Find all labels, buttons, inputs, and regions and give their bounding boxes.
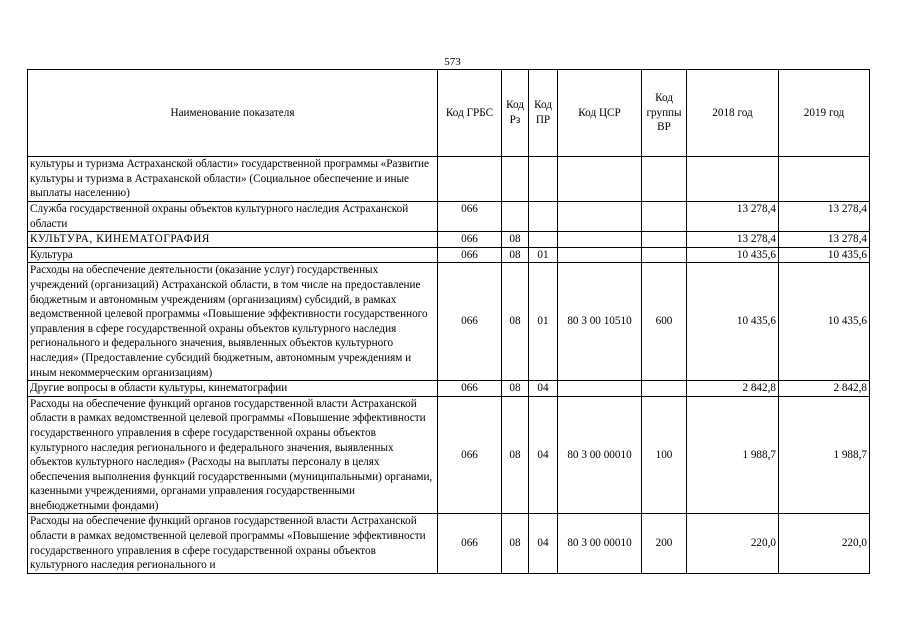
row-name: Служба государственной охраны объектов культурного наследия Астраханской области [28, 202, 438, 232]
row-name: Расходы на обеспечение деятельности (оказание услуг) государственных учреждений (организаций) Астраханской области, в том числе на предоставление бюджетным и автономным учреждениям (организациям) субсидий, в рамках ведомственной целевой программы «Повышение эффективности государственного управления в сфере государственной охраны объектов культурного наследия регионального и федерального значения, выявленных объектов культурного наследия» (Предоставление субсидий бюджетным, автономным учреждениям и иным некоммерческим организациям) [28, 263, 438, 381]
row-vr: 200 [642, 514, 687, 573]
header-rz: Код Рз [502, 70, 529, 157]
table-row [28, 202, 870, 232]
table-row [28, 396, 870, 514]
row-name: культуры и туризма Астраханской области» государственной программы «Развитие культуры и туризма в Астраханской области» (Социальное обеспечение и иные выплаты населению) [28, 157, 438, 202]
row-grbs [438, 157, 502, 202]
row-vr [642, 202, 687, 232]
row-name: Расходы на обеспечение функций органов государственной власти Астраханской области в рамках ведомственной целевой программы «Повышение эффективности государственного управления в сфере государственной охраны объектов культурного наследия регионального и [28, 514, 438, 573]
row-csr: 80 3 00 10510 [558, 263, 642, 381]
row-name: КУЛЬТУРА, КИНЕМАТОГРАФИЯ [28, 232, 438, 248]
row-2018: 13 278,4 [687, 232, 779, 248]
row-2019: 1 988,7 [779, 396, 870, 514]
table-header-row [28, 70, 870, 157]
row-csr: 80 3 00 00010 [558, 396, 642, 514]
row-2018: 13 278,4 [687, 202, 779, 232]
row-grbs: 066 [438, 381, 502, 397]
row-csr [558, 202, 642, 232]
header-2018: 2018 год [687, 70, 779, 157]
row-2019: 2 842,8 [779, 381, 870, 397]
row-2018: 220,0 [687, 514, 779, 573]
header-pr: Код ПР [529, 70, 558, 157]
row-csr: 80 3 00 00010 [558, 514, 642, 573]
row-grbs: 066 [438, 247, 502, 263]
row-grbs: 066 [438, 202, 502, 232]
row-vr: 600 [642, 263, 687, 381]
row-vr: 100 [642, 396, 687, 514]
row-2018: 10 435,6 [687, 263, 779, 381]
table-row [28, 247, 870, 263]
row-pr: 04 [529, 381, 558, 397]
row-name: Другие вопросы в области культуры, кинематографии [28, 381, 438, 397]
row-rz: 08 [502, 232, 529, 248]
row-rz: 08 [502, 396, 529, 514]
row-rz: 08 [502, 263, 529, 381]
row-2019 [779, 157, 870, 202]
row-2018: 1 988,7 [687, 396, 779, 514]
row-rz [502, 157, 529, 202]
row-name: Расходы на обеспечение функций органов государственной власти Астраханской области в рамках ведомственной целевой программы «Повышение эффективности государственного управления в сфере государственной охраны объектов культурного наследия регионального и федерального значения, выявленных объектов культурного наследия» (Расходы на выплаты персоналу в целях обеспечения выполнения функций государственными (муниципальными) органами, казенными учреждениями, органами управления государственными внебюджетными фондами) [28, 396, 438, 514]
row-pr: 04 [529, 514, 558, 573]
row-csr [558, 232, 642, 248]
header-2019: 2019 год [779, 70, 870, 157]
row-csr [558, 157, 642, 202]
row-vr [642, 157, 687, 202]
table-row [28, 232, 870, 248]
row-grbs: 066 [438, 263, 502, 381]
row-pr [529, 202, 558, 232]
table-row [28, 381, 870, 397]
row-rz: 08 [502, 514, 529, 573]
row-grbs: 066 [438, 232, 502, 248]
row-rz: 08 [502, 247, 529, 263]
row-2018 [687, 157, 779, 202]
row-rz: 08 [502, 381, 529, 397]
row-csr [558, 381, 642, 397]
row-vr [642, 381, 687, 397]
row-vr [642, 247, 687, 263]
row-pr [529, 157, 558, 202]
header-grbs: Код ГРБС [438, 70, 502, 157]
table-row [28, 157, 870, 202]
budget-table [27, 69, 870, 574]
row-pr: 04 [529, 396, 558, 514]
header-name: Наименование показателя [28, 70, 438, 157]
header-csr: Код ЦСР [558, 70, 642, 157]
row-2019: 220,0 [779, 514, 870, 573]
page-number: 573 [444, 56, 461, 68]
row-2019: 10 435,6 [779, 247, 870, 263]
header-vr: Код группы ВР [642, 70, 687, 157]
row-csr [558, 247, 642, 263]
row-grbs: 066 [438, 514, 502, 573]
row-grbs: 066 [438, 396, 502, 514]
row-vr [642, 232, 687, 248]
table-row [28, 514, 870, 573]
row-2018: 2 842,8 [687, 381, 779, 397]
row-2019: 13 278,4 [779, 232, 870, 248]
row-name: Культура [28, 247, 438, 263]
row-2019: 10 435,6 [779, 263, 870, 381]
row-2018: 10 435,6 [687, 247, 779, 263]
table-row [28, 263, 870, 381]
row-pr: 01 [529, 247, 558, 263]
row-pr: 01 [529, 263, 558, 381]
row-2019: 13 278,4 [779, 202, 870, 232]
row-pr [529, 232, 558, 248]
row-rz [502, 202, 529, 232]
